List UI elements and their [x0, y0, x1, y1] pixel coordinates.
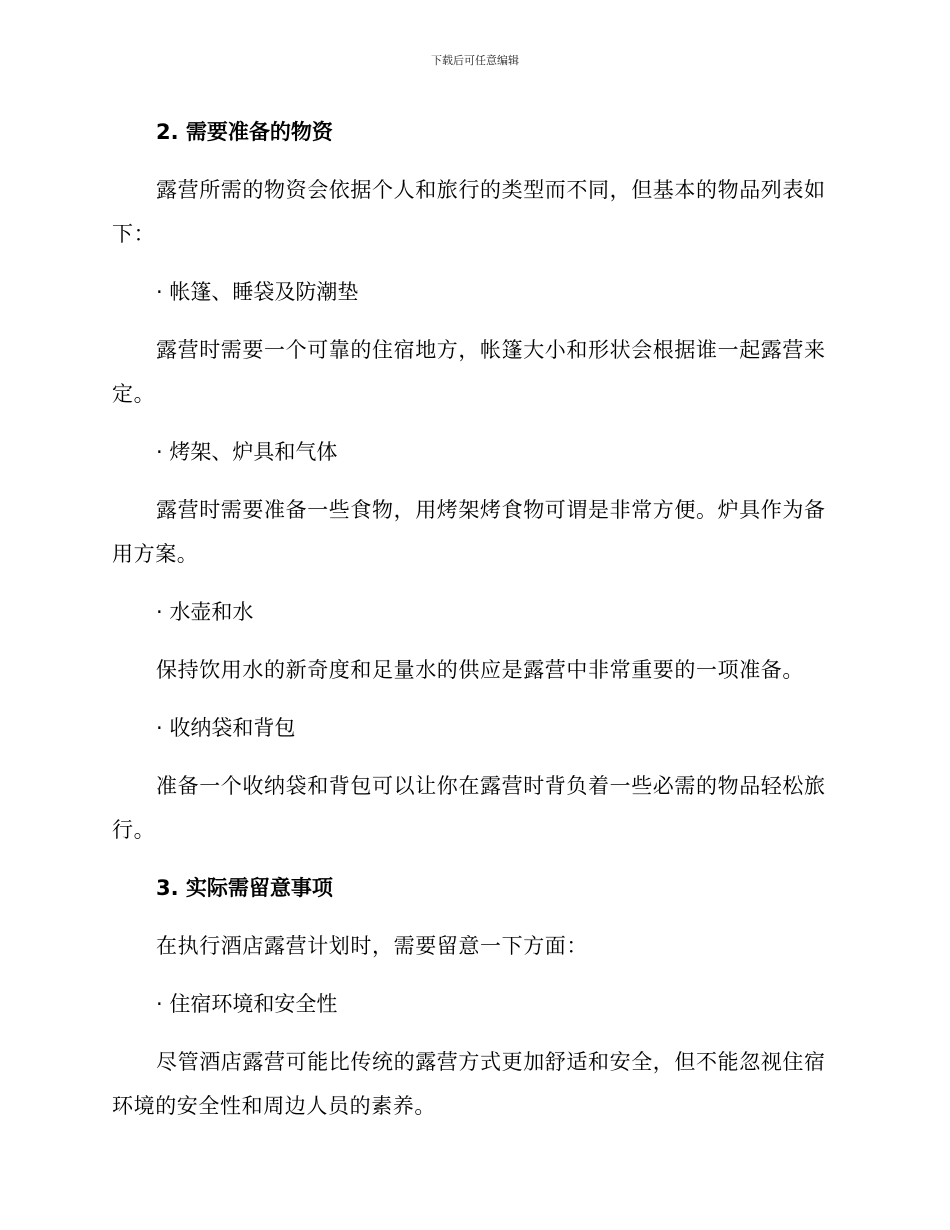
paragraph: 露营时需要一个可靠的住宿地方，帐篷大小和形状会根据谁一起露营来定。: [112, 338, 826, 406]
list-item-heading: · 住宿环境和安全性: [156, 992, 338, 1016]
paragraph: 保持饮用水的新奇度和足量水的供应是露营中非常重要的一项准备。: [156, 658, 804, 682]
section-heading: 3. 实际需留意事项: [156, 876, 333, 900]
paragraph: 露营时需要准备一些食物，用烤架烤食物可谓是非常方便。炉具作为备用方案。: [112, 498, 826, 566]
document-body: [112, 110, 832, 1142]
paragraph: 露营所需的物资会依据个人和旅行的类型而不同，但基本的物品列表如下：: [112, 178, 826, 246]
paragraph: 准备一个收纳袋和背包可以让你在露营时背负着一些必需的物品轻松旅行。: [112, 774, 826, 842]
paragraph: 在执行酒店露营计划时，需要留意一下方面：: [156, 934, 588, 958]
page-header: 下载后可任意编辑: [431, 54, 519, 67]
list-item-heading: · 帐篷、睡袋及防潮垫: [156, 280, 359, 304]
list-item-heading: · 收纳袋和背包: [156, 716, 296, 740]
list-item-heading: · 烤架、炉具和气体: [156, 440, 338, 464]
list-item-heading: · 水壶和水: [156, 600, 254, 624]
paragraph: 尽管酒店露营可能比传统的露营方式更加舒适和安全，但不能忽视住宿环境的安全性和周边人员的素养。: [112, 1050, 826, 1118]
section-heading: 2. 需要准备的物资: [156, 120, 333, 144]
